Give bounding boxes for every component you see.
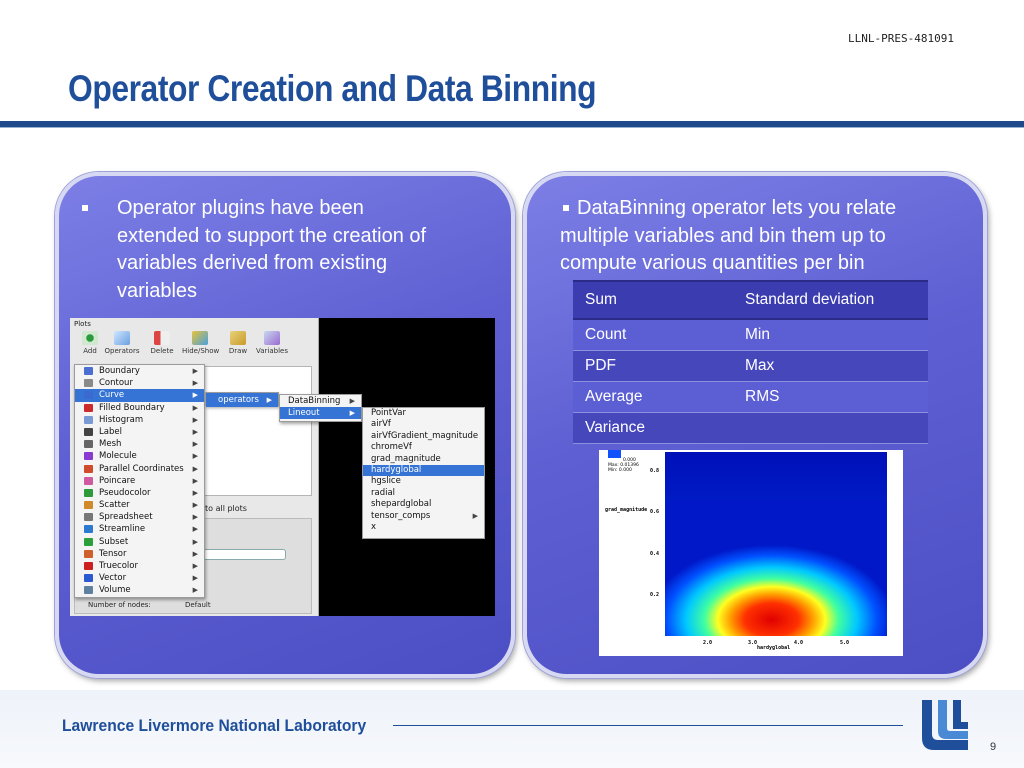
legend-max: Max: 0.01396 — [608, 463, 639, 468]
vector-plot-icon — [84, 574, 93, 582]
menu-item-label: Molecule — [99, 451, 137, 462]
chevron-right-icon: ▶ — [192, 367, 198, 375]
menu-item-label: DataBinning — [288, 396, 341, 406]
draw-icon — [230, 331, 246, 345]
chevron-right-icon: ▶ — [192, 379, 198, 388]
chevron-right-icon: ▶ — [192, 440, 198, 449]
chevron-right-icon: ▶ — [192, 513, 198, 522]
poincare-plot-icon — [84, 477, 93, 485]
operators-icon — [114, 331, 130, 345]
menu-item-radial[interactable] — [363, 488, 484, 499]
delete-icon — [154, 331, 170, 345]
chevron-right-icon: ▶ — [192, 403, 198, 412]
histogram-plot-icon — [84, 416, 93, 424]
contour-plot-icon — [84, 379, 93, 387]
subset-plot-icon — [84, 538, 93, 546]
x-tick: 2.0 — [703, 640, 713, 646]
scatter-plot-icon — [84, 501, 93, 509]
table-cell — [733, 412, 928, 443]
title-rule-thin — [0, 127, 1024, 128]
plot-option-select[interactable] — [200, 549, 286, 560]
slide-title: Operator Creation and Data Binning — [68, 68, 597, 109]
menu-item-x[interactable] — [363, 522, 484, 533]
chevron-right-icon: ▶ — [192, 501, 198, 510]
menu-item-curve[interactable] — [75, 389, 204, 401]
quantities-table — [573, 280, 928, 444]
legend-zero: 0.000 — [623, 458, 636, 463]
page-number: 9 — [990, 741, 997, 753]
menu-item-label: grad_magnitude — [371, 453, 441, 464]
menu-item-label: radial — [371, 487, 396, 498]
menu-item-parallel-coordinates[interactable] — [75, 463, 204, 475]
chevron-right-icon: ▶ — [266, 396, 272, 404]
table-cell: Average — [573, 381, 733, 412]
plots-panel-label: Plots — [74, 320, 91, 328]
menu-item-contour[interactable] — [75, 377, 204, 389]
operators-button[interactable]: Operators — [104, 331, 140, 363]
table-header-cell: Standard deviation — [733, 281, 928, 319]
chevron-right-icon: ▶ — [192, 562, 198, 570]
binning-heatmap-figure — [599, 450, 903, 656]
table-header-cell: Sum — [573, 281, 733, 319]
menu-item-truecolor[interactable] — [75, 560, 204, 572]
menu-item-label: Scatter — [99, 500, 130, 511]
right-bullet-text — [560, 195, 896, 278]
y-axis-label: grad_magnitude — [605, 507, 648, 513]
menu-item-filled-boundary[interactable] — [75, 402, 204, 414]
table-cell: Min — [733, 319, 928, 350]
nodes-label: Number of nodes: — [88, 601, 151, 609]
menu-item-label: Filled Boundary — [99, 402, 165, 413]
menu-item-label: Mesh — [99, 439, 122, 450]
menu-item-label: Label — [99, 426, 122, 437]
heatmap-svg — [599, 450, 903, 656]
chevron-right-icon: ▶ — [472, 511, 478, 520]
operators-menu-item[interactable]: operators ▶ — [206, 393, 278, 407]
table-cell: Count — [573, 319, 733, 350]
footer-rule — [393, 725, 903, 726]
y-tick: 0.2 — [650, 592, 660, 598]
menu-item-lineout[interactable] — [280, 407, 361, 419]
footer-lab-name: Lawrence Livermore National Laboratory — [62, 716, 367, 735]
menu-item-mesh[interactable] — [75, 438, 204, 450]
chevron-right-icon: ▶ — [192, 452, 198, 461]
menu-item-volume[interactable] — [75, 584, 204, 596]
chevron-right-icon: ▶ — [192, 464, 198, 473]
delete-button[interactable]: Delete — [144, 331, 180, 363]
chevron-right-icon: ▶ — [192, 525, 198, 534]
menu-item-spreadsheet[interactable] — [75, 511, 204, 523]
table-row — [573, 412, 928, 443]
menu-item-label: Lineout — [288, 408, 320, 419]
chevron-right-icon: ▶ — [192, 574, 198, 583]
menu-item-label: Spreadsheet — [99, 512, 153, 523]
menu-item-label: Volume — [99, 585, 131, 596]
variables-icon — [264, 331, 280, 345]
variable-menu — [362, 407, 485, 539]
table-row — [573, 381, 928, 412]
menu-item-databinning[interactable] — [280, 395, 361, 407]
parallel-coordinates-plot-icon — [84, 465, 93, 473]
menu-item-grad-magnitude[interactable] — [363, 454, 484, 465]
menu-item-label: PointVar — [371, 408, 406, 418]
y-tick: 0.8 — [650, 468, 660, 474]
bullet-line: Operator plugins have been — [117, 197, 364, 219]
heatmap-density — [665, 500, 887, 636]
chevron-right-icon: ▶ — [192, 488, 198, 497]
curve-plot-icon — [84, 391, 93, 399]
bullet-line: variables — [117, 279, 198, 302]
menu-item-label: Pseudocolor — [99, 487, 151, 498]
label-plot-icon — [84, 428, 93, 436]
menu-item-hgslice[interactable] — [363, 476, 484, 487]
menu-item-label: shepardglobal — [371, 499, 432, 510]
pseudocolor-plot-icon — [84, 489, 93, 497]
x-tick: 3.0 — [748, 640, 758, 646]
chevron-right-icon: ▶ — [349, 397, 355, 405]
menu-item-tensor[interactable] — [75, 548, 204, 560]
hide-show-icon — [192, 331, 208, 345]
chevron-right-icon: ▶ — [192, 586, 198, 595]
menu-item-shepardglobal[interactable] — [363, 499, 484, 510]
menu-item-airvfgradient-magnitude[interactable] — [363, 431, 484, 442]
y-tick: 0.4 — [650, 551, 660, 557]
menu-item-label: Vector — [99, 573, 127, 584]
variables-button[interactable]: Variables — [254, 331, 290, 363]
chevron-right-icon: ▶ — [192, 391, 198, 400]
menu-item-pseudocolor[interactable] — [75, 487, 204, 499]
hide-show-button[interactable]: Hide/Show — [182, 331, 218, 363]
menu-item-histogram[interactable] — [75, 414, 204, 426]
table-cell: PDF — [573, 350, 733, 381]
menu-item-label: Tensor — [99, 548, 127, 559]
menu-item-tensor-comps[interactable] — [363, 511, 484, 522]
menu-item-label: tensor_comps — [371, 510, 431, 521]
menu-item-streamline[interactable] — [75, 523, 204, 535]
spreadsheet-plot-icon — [84, 513, 93, 521]
llnl-logo-icon — [918, 698, 972, 752]
document-id: LLNL-PRES-481091 — [848, 32, 954, 45]
nodes-value: Default — [185, 601, 211, 609]
legend-swatch — [608, 450, 621, 458]
menu-item-pointvar[interactable] — [363, 408, 484, 419]
menu-item-label: chromeVf — [371, 442, 412, 453]
menu-item-label: x — [371, 521, 377, 532]
streamline-plot-icon — [84, 525, 93, 533]
menu-item-label: Boundary — [99, 366, 140, 376]
menu-item-label: Poincare — [99, 475, 136, 486]
x-axis-label: hardyglobal — [757, 645, 791, 651]
menu-item-label[interactable] — [75, 426, 204, 438]
menu-item-airvf[interactable] — [363, 419, 484, 430]
operator-type-menu — [279, 394, 362, 422]
table-cell: RMS — [733, 381, 928, 412]
left-bullet-text — [117, 195, 426, 305]
menu-item-boundary[interactable] — [75, 365, 204, 377]
menu-item-label: Histogram — [99, 414, 144, 425]
legend-min: Min: 0.000 — [608, 468, 632, 473]
add-icon — [82, 331, 98, 345]
table-cell: Max — [733, 350, 928, 381]
boundary-plot-icon — [84, 367, 93, 375]
menu-item-poincare[interactable] — [75, 475, 204, 487]
chevron-right-icon: ▶ — [192, 537, 198, 546]
bullet-line: compute various quantities per bin — [560, 252, 865, 274]
menu-item-label: hardyglobal — [371, 464, 422, 475]
table-header-row — [573, 281, 928, 319]
volume-plot-icon — [84, 586, 93, 594]
x-tick: 5.0 — [840, 640, 850, 646]
menu-item-label: Contour — [99, 378, 133, 389]
menu-item-label: Curve — [99, 390, 125, 401]
bullet-line: variables derived from existing — [117, 252, 388, 274]
menu-item-label: airVf — [371, 419, 391, 430]
table-cell: Variance — [573, 412, 733, 443]
menu-item-scatter[interactable] — [75, 499, 204, 511]
chevron-right-icon: ▶ — [349, 409, 355, 418]
menu-item-label: airVfGradient_magnitude — [371, 430, 479, 441]
mesh-plot-icon — [84, 440, 93, 448]
tensor-plot-icon — [84, 550, 93, 558]
draw-button[interactable]: Draw — [220, 331, 256, 363]
menu-item-label: Truecolor — [99, 561, 138, 571]
menu-item-subset[interactable] — [75, 536, 204, 548]
menu-item-label: hgslice — [371, 476, 401, 487]
plot-type-menu — [74, 364, 205, 598]
chevron-right-icon: ▶ — [192, 427, 198, 436]
menu-item-vector[interactable] — [75, 572, 204, 584]
operators-submenu[interactable] — [205, 392, 279, 406]
menu-item-label: Streamline — [99, 524, 146, 535]
bullet-line: extended to support the creation of — [117, 224, 427, 247]
menu-item-label: Subset — [99, 536, 129, 547]
bullet-line: multiple variables and bin them up to — [560, 224, 886, 247]
table-row — [573, 319, 928, 350]
menu-item-molecule[interactable] — [75, 450, 204, 462]
menu-item-hardyglobal[interactable] — [363, 465, 484, 476]
chevron-right-icon: ▶ — [192, 476, 198, 485]
bullet-line: DataBinning operator lets you relate — [577, 197, 897, 219]
bullet-marker — [82, 205, 88, 211]
menu-item-chromevf[interactable] — [363, 442, 484, 453]
x-tick: 4.0 — [794, 640, 804, 646]
add-plot-button[interactable]: Add — [72, 331, 108, 363]
truecolor-plot-icon — [84, 562, 93, 570]
table-row — [573, 350, 928, 381]
chevron-right-icon: ▶ — [192, 415, 198, 424]
y-tick: 0.6 — [650, 509, 660, 515]
chevron-right-icon: ▶ — [192, 549, 198, 558]
filled-boundary-plot-icon — [84, 404, 93, 412]
apply-to-all-label: to all plots — [205, 504, 247, 513]
menu-item-label: Parallel Coordinates — [99, 463, 184, 474]
molecule-plot-icon — [84, 452, 93, 460]
